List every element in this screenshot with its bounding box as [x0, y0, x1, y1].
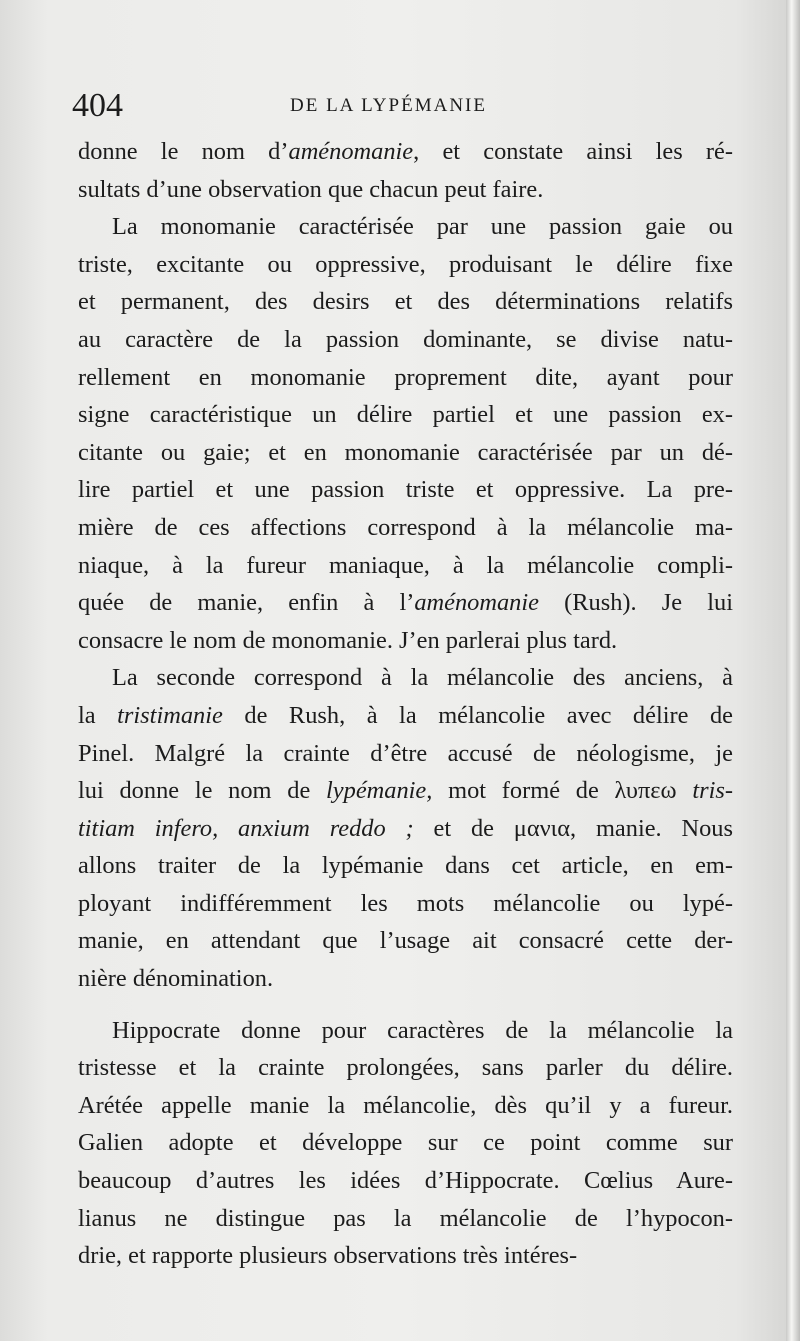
text-line — [78, 960, 733, 998]
text-line — [78, 1237, 733, 1275]
text-line — [78, 1200, 733, 1238]
text-line — [78, 847, 733, 885]
text-run: lui donne le nom de — [78, 777, 327, 805]
text-run: Galien adopte et développe sur ce point comme sur — [78, 1129, 733, 1157]
text-run: et permanent, des desirs et des déterminations relatifs — [78, 288, 733, 316]
text-line — [78, 810, 733, 848]
text-line — [78, 1124, 733, 1162]
text-run: nière dénomination. — [78, 965, 274, 993]
text-run: mière de ces affections correspond à la mélancolie ma- — [78, 513, 733, 541]
page-number: 404 — [72, 87, 123, 124]
text-run: beaucoup d’autres les idées d’Hippocrate. Cœlius Aure- — [78, 1167, 733, 1195]
text-run: allons traiter de la lypémanie dans cet article, en em- — [78, 852, 733, 880]
text-line — [78, 547, 733, 585]
text-line — [78, 171, 733, 209]
text-run: triste, excitante ou oppressive, produisant le délire fixe — [78, 250, 733, 278]
text-run: et de μανια, manie. Nous — [413, 814, 733, 842]
text-line — [78, 1049, 733, 1087]
text-line — [78, 471, 733, 509]
text-run: (Rush). Je lui — [538, 589, 733, 617]
text-line — [78, 885, 733, 923]
text-line — [78, 622, 733, 660]
text-run: consacre le nom de monomanie. J’en parlerai plus tard. — [78, 626, 618, 654]
text-run: manie, en attendant que l’usage ait consacré cette der- — [78, 927, 733, 955]
page-edge-shadow — [786, 0, 800, 1341]
text-line — [78, 283, 733, 321]
text-run: , et constate ainsi les ré- — [413, 138, 733, 165]
text-run: lire partiel et une passion triste et oppressive. La pre- — [78, 476, 733, 504]
text-line — [78, 735, 733, 773]
text-line — [78, 246, 733, 284]
body-text — [78, 133, 733, 1275]
paragraph — [78, 659, 733, 997]
text-line — [78, 208, 733, 246]
italic-term: aménomanie — [288, 138, 414, 165]
text-run: Arétée appelle manie la mélancolie, dès qu’il y a fureur. — [78, 1091, 733, 1119]
text-run: drie, et rapporte plusieurs observations très intéres- — [78, 1242, 578, 1270]
running-head — [72, 86, 722, 126]
text-line — [78, 922, 733, 960]
text-run: citante ou gaie; et en monomanie caractérisée par un dé- — [78, 438, 733, 466]
text-run: Hippocrate donne pour caractères de la mélancolie la — [112, 1016, 733, 1044]
paragraph — [78, 133, 733, 208]
text-run: au caractère de la passion dominante, se divise natu- — [78, 325, 733, 353]
text-line — [78, 659, 733, 697]
text-run: quée de manie, enfin à l’ — [78, 589, 415, 617]
text-line — [78, 1087, 733, 1125]
text-line — [78, 509, 733, 547]
text-run: de Rush, à la mélancolie avec délire de — [222, 701, 733, 729]
text-line — [78, 697, 733, 735]
text-run: tristesse et la crainte prolongées, sans parler du délire. — [78, 1054, 733, 1082]
text-run: sultats d’une observation que chacun peut faire. — [78, 175, 544, 203]
text-run: signe caractéristique un délire partiel et une passion ex- — [78, 401, 733, 429]
paragraph — [78, 208, 733, 659]
text-run: ployant indifféremment les mots mélancolie ou lypé- — [78, 889, 733, 917]
italic-term: tris- — [692, 777, 733, 805]
text-run: Pinel. Malgré la crainte d’être accusé de néologisme, je — [78, 739, 733, 767]
text-line — [78, 1162, 733, 1200]
text-line — [78, 396, 733, 434]
text-line — [78, 359, 733, 397]
paragraph — [78, 1012, 733, 1275]
text-run: niaque, à la fureur maniaque, à la mélancolie compli- — [78, 551, 733, 579]
text-run: La seconde correspond à la mélancolie des anciens, à — [112, 664, 733, 692]
text-run: lianus ne distingue pas la mélancolie de l’hypocon- — [78, 1204, 733, 1232]
text-line — [78, 584, 733, 622]
text-line — [78, 133, 733, 171]
text-line — [78, 321, 733, 359]
paragraph-gap — [78, 998, 733, 1012]
running-title: DE LA LYPÉMANIE — [290, 95, 487, 116]
text-run: La monomanie caractérisée par une passion gaie ou — [112, 213, 733, 241]
text-run: la — [78, 701, 118, 729]
italic-term: lypémanie, — [326, 777, 433, 805]
text-run: mot formé de λυπεω — [432, 777, 693, 805]
italic-term: aménomanie — [414, 589, 539, 617]
text-run: donne le nom d’ — [78, 138, 289, 165]
text-line — [78, 1012, 733, 1050]
text-line — [78, 772, 733, 810]
italic-term: tristimanie — [117, 701, 223, 729]
text-run: rellement en monomanie proprement dite, ayant pour — [78, 363, 733, 391]
text-line — [78, 434, 733, 472]
italic-term: titiam infero, anxium reddo ; — [78, 814, 414, 842]
